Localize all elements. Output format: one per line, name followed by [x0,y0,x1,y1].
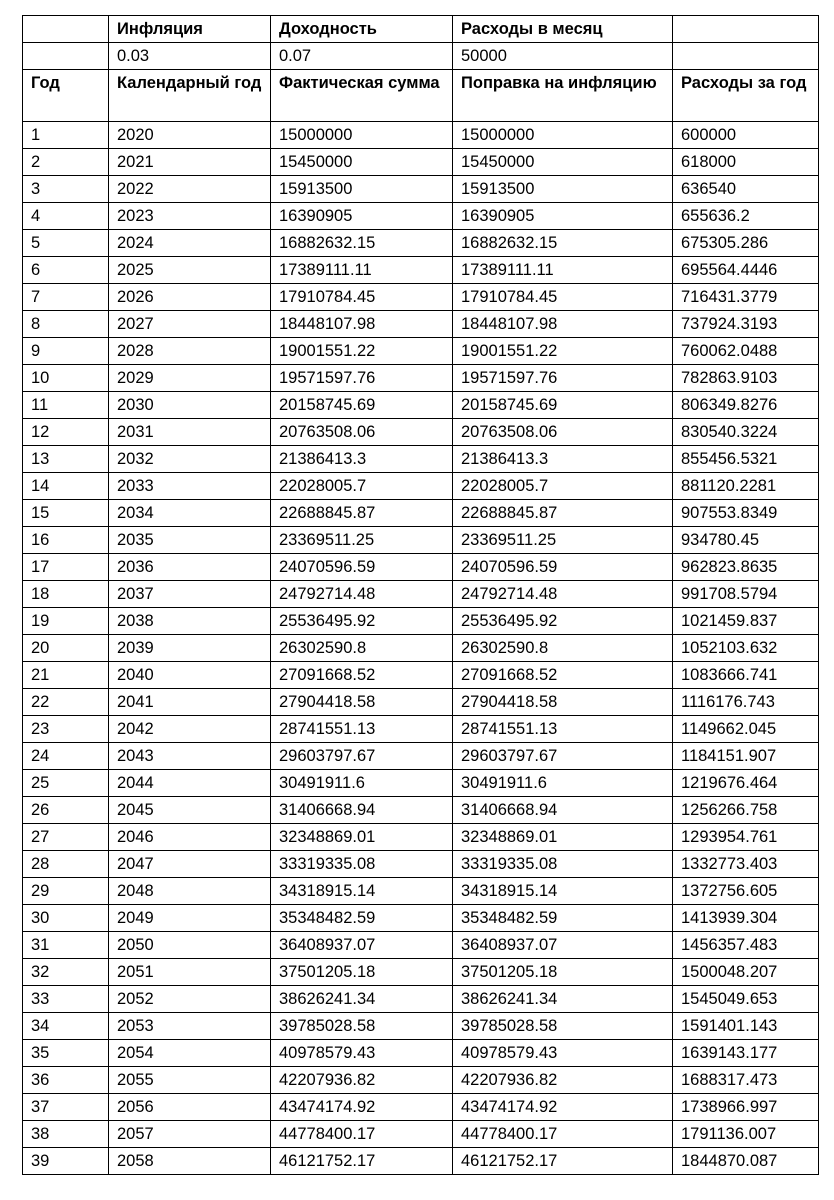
table-row [23,1013,819,1040]
calendar-year-cell: 2045 [109,797,271,824]
inflation-adjusted-cell: 22688845.87 [453,500,673,527]
calendar-year-cell: 2054 [109,1040,271,1067]
calendar-year-cell: 2051 [109,959,271,986]
actual-sum-cell: 29603797.67 [271,743,453,770]
year-cell: 15 [23,500,109,527]
inflation-adjusted-cell: 43474174.92 [453,1094,673,1121]
calendar-year-cell: 2055 [109,1067,271,1094]
header-actual-sum: Фактическая сумма [271,70,453,122]
header-annual-expenses: Расходы за год [673,70,819,122]
inflation-adjusted-cell: 20158745.69 [453,392,673,419]
inflation-adjusted-cell: 15000000 [453,122,673,149]
inflation-adjusted-cell: 19571597.76 [453,365,673,392]
table-row [23,230,819,257]
table-row [23,149,819,176]
actual-sum-cell: 27904418.58 [271,689,453,716]
calendar-year-cell: 2048 [109,878,271,905]
table-row [23,851,819,878]
table-row [23,662,819,689]
year-cell: 31 [23,932,109,959]
column-header-row [23,70,819,122]
annual-expenses-cell: 1184151.907 [673,743,819,770]
table-row [23,365,819,392]
year-cell: 34 [23,1013,109,1040]
calendar-year-cell: 2043 [109,743,271,770]
year-cell: 21 [23,662,109,689]
actual-sum-cell: 43474174.92 [271,1094,453,1121]
year-cell: 1 [23,122,109,149]
header-year: Год [23,70,109,122]
annual-expenses-cell: 1052103.632 [673,635,819,662]
table-row [23,959,819,986]
year-cell: 12 [23,419,109,446]
actual-sum-cell: 37501205.18 [271,959,453,986]
table-row [23,1067,819,1094]
annual-expenses-cell: 1149662.045 [673,716,819,743]
inflation-adjusted-cell: 29603797.67 [453,743,673,770]
table-row [23,1148,819,1175]
table-row [23,986,819,1013]
table-row [23,770,819,797]
calendar-year-cell: 2053 [109,1013,271,1040]
empty-cell [673,43,819,70]
table-row [23,311,819,338]
calendar-year-cell: 2035 [109,527,271,554]
annual-expenses-cell: 1738966.997 [673,1094,819,1121]
inflation-adjusted-cell: 27091668.52 [453,662,673,689]
annual-expenses-cell: 1413939.304 [673,905,819,932]
yield-value: 0.07 [271,43,453,70]
table-row [23,419,819,446]
table-row [23,878,819,905]
table-row [23,446,819,473]
table-row [23,122,819,149]
actual-sum-cell: 28741551.13 [271,716,453,743]
monthly-expenses-value: 50000 [453,43,673,70]
calendar-year-cell: 2024 [109,230,271,257]
actual-sum-cell: 25536495.92 [271,608,453,635]
year-cell: 37 [23,1094,109,1121]
year-cell: 2 [23,149,109,176]
annual-expenses-cell: 1083666.741 [673,662,819,689]
year-cell: 35 [23,1040,109,1067]
table-row [23,1121,819,1148]
yield-label: Доходность [271,16,453,43]
inflation-adjusted-cell: 19001551.22 [453,338,673,365]
annual-expenses-cell: 1116176.743 [673,689,819,716]
table-row [23,527,819,554]
calendar-year-cell: 2020 [109,122,271,149]
year-cell: 32 [23,959,109,986]
table-row [23,203,819,230]
year-cell: 4 [23,203,109,230]
annual-expenses-cell: 600000 [673,122,819,149]
params-value-row [23,43,819,70]
calendar-year-cell: 2033 [109,473,271,500]
annual-expenses-cell: 1256266.758 [673,797,819,824]
calendar-year-cell: 2036 [109,554,271,581]
calendar-year-cell: 2058 [109,1148,271,1175]
actual-sum-cell: 36408937.07 [271,932,453,959]
actual-sum-cell: 20763508.06 [271,419,453,446]
year-cell: 18 [23,581,109,608]
year-cell: 13 [23,446,109,473]
actual-sum-cell: 46121752.17 [271,1148,453,1175]
inflation-adjusted-cell: 39785028.58 [453,1013,673,1040]
table-body [23,16,819,1175]
inflation-adjusted-cell: 34318915.14 [453,878,673,905]
actual-sum-cell: 33319335.08 [271,851,453,878]
year-cell: 16 [23,527,109,554]
year-cell: 28 [23,851,109,878]
actual-sum-cell: 44778400.17 [271,1121,453,1148]
year-cell: 23 [23,716,109,743]
actual-sum-cell: 19571597.76 [271,365,453,392]
year-cell: 11 [23,392,109,419]
year-cell: 8 [23,311,109,338]
retirement-table [22,15,819,1175]
annual-expenses-cell: 907553.8349 [673,500,819,527]
inflation-adjusted-cell: 37501205.18 [453,959,673,986]
calendar-year-cell: 2046 [109,824,271,851]
annual-expenses-cell: 1591401.143 [673,1013,819,1040]
annual-expenses-cell: 1791136.007 [673,1121,819,1148]
actual-sum-cell: 16882632.15 [271,230,453,257]
table-row [23,824,819,851]
table-row [23,392,819,419]
inflation-adjusted-cell: 25536495.92 [453,608,673,635]
annual-expenses-cell: 806349.8276 [673,392,819,419]
inflation-adjusted-cell: 16882632.15 [453,230,673,257]
actual-sum-cell: 15450000 [271,149,453,176]
inflation-adjusted-cell: 18448107.98 [453,311,673,338]
calendar-year-cell: 2034 [109,500,271,527]
calendar-year-cell: 2027 [109,311,271,338]
annual-expenses-cell: 716431.3779 [673,284,819,311]
annual-expenses-cell: 1372756.605 [673,878,819,905]
actual-sum-cell: 18448107.98 [271,311,453,338]
calendar-year-cell: 2047 [109,851,271,878]
annual-expenses-cell: 962823.8635 [673,554,819,581]
year-cell: 29 [23,878,109,905]
table-row [23,743,819,770]
calendar-year-cell: 2037 [109,581,271,608]
inflation-adjusted-cell: 23369511.25 [453,527,673,554]
year-cell: 10 [23,365,109,392]
inflation-adjusted-cell: 46121752.17 [453,1148,673,1175]
actual-sum-cell: 27091668.52 [271,662,453,689]
calendar-year-cell: 2044 [109,770,271,797]
actual-sum-cell: 15000000 [271,122,453,149]
actual-sum-cell: 24070596.59 [271,554,453,581]
inflation-adjusted-cell: 24792714.48 [453,581,673,608]
actual-sum-cell: 35348482.59 [271,905,453,932]
table-row [23,257,819,284]
params-label-row [23,16,819,43]
monthly-expenses-label: Расходы в месяц [453,16,673,43]
inflation-adjusted-cell: 35348482.59 [453,905,673,932]
calendar-year-cell: 2023 [109,203,271,230]
inflation-adjusted-cell: 28741551.13 [453,716,673,743]
year-cell: 36 [23,1067,109,1094]
actual-sum-cell: 22028005.7 [271,473,453,500]
calendar-year-cell: 2022 [109,176,271,203]
inflation-adjusted-cell: 24070596.59 [453,554,673,581]
table-row [23,1094,819,1121]
year-cell: 26 [23,797,109,824]
annual-expenses-cell: 1639143.177 [673,1040,819,1067]
inflation-adjusted-cell: 21386413.3 [453,446,673,473]
inflation-adjusted-cell: 15913500 [453,176,673,203]
header-inflation-adjustment: Поправка на инфляцию [453,70,673,122]
inflation-adjusted-cell: 17389111.11 [453,257,673,284]
year-cell: 30 [23,905,109,932]
annual-expenses-cell: 855456.5321 [673,446,819,473]
inflation-adjusted-cell: 17910784.45 [453,284,673,311]
calendar-year-cell: 2038 [109,608,271,635]
inflation-adjusted-cell: 20763508.06 [453,419,673,446]
inflation-adjusted-cell: 36408937.07 [453,932,673,959]
calendar-year-cell: 2057 [109,1121,271,1148]
annual-expenses-cell: 1456357.483 [673,932,819,959]
year-cell: 33 [23,986,109,1013]
annual-expenses-cell: 934780.45 [673,527,819,554]
calendar-year-cell: 2021 [109,149,271,176]
actual-sum-cell: 15913500 [271,176,453,203]
annual-expenses-cell: 636540 [673,176,819,203]
table-row [23,797,819,824]
actual-sum-cell: 22688845.87 [271,500,453,527]
inflation-adjusted-cell: 30491911.6 [453,770,673,797]
annual-expenses-cell: 675305.286 [673,230,819,257]
actual-sum-cell: 31406668.94 [271,797,453,824]
calendar-year-cell: 2056 [109,1094,271,1121]
inflation-adjusted-cell: 26302590.8 [453,635,673,662]
inflation-adjusted-cell: 38626241.34 [453,986,673,1013]
calendar-year-cell: 2031 [109,419,271,446]
annual-expenses-cell: 618000 [673,149,819,176]
table-row [23,500,819,527]
annual-expenses-cell: 1545049.653 [673,986,819,1013]
table-row [23,581,819,608]
year-cell: 3 [23,176,109,203]
calendar-year-cell: 2052 [109,986,271,1013]
actual-sum-cell: 17910784.45 [271,284,453,311]
calendar-year-cell: 2042 [109,716,271,743]
calendar-year-cell: 2049 [109,905,271,932]
actual-sum-cell: 30491911.6 [271,770,453,797]
actual-sum-cell: 26302590.8 [271,635,453,662]
calendar-year-cell: 2030 [109,392,271,419]
actual-sum-cell: 17389111.11 [271,257,453,284]
annual-expenses-cell: 1021459.837 [673,608,819,635]
table-row [23,338,819,365]
calendar-year-cell: 2028 [109,338,271,365]
inflation-adjusted-cell: 33319335.08 [453,851,673,878]
year-cell: 22 [23,689,109,716]
actual-sum-cell: 23369511.25 [271,527,453,554]
year-cell: 38 [23,1121,109,1148]
table-row [23,608,819,635]
inflation-adjusted-cell: 15450000 [453,149,673,176]
inflation-adjusted-cell: 32348869.01 [453,824,673,851]
year-cell: 39 [23,1148,109,1175]
year-cell: 9 [23,338,109,365]
actual-sum-cell: 38626241.34 [271,986,453,1013]
annual-expenses-cell: 1332773.403 [673,851,819,878]
annual-expenses-cell: 991708.5794 [673,581,819,608]
header-calendar-year: Календарный год [109,70,271,122]
actual-sum-cell: 24792714.48 [271,581,453,608]
actual-sum-cell: 19001551.22 [271,338,453,365]
calendar-year-cell: 2041 [109,689,271,716]
calendar-year-cell: 2040 [109,662,271,689]
year-cell: 5 [23,230,109,257]
table-row [23,689,819,716]
calendar-year-cell: 2025 [109,257,271,284]
annual-expenses-cell: 1219676.464 [673,770,819,797]
inflation-adjusted-cell: 44778400.17 [453,1121,673,1148]
annual-expenses-cell: 655636.2 [673,203,819,230]
inflation-value: 0.03 [109,43,271,70]
annual-expenses-cell: 830540.3224 [673,419,819,446]
inflation-adjusted-cell: 27904418.58 [453,689,673,716]
inflation-adjusted-cell: 40978579.43 [453,1040,673,1067]
actual-sum-cell: 40978579.43 [271,1040,453,1067]
calendar-year-cell: 2032 [109,446,271,473]
table-row [23,905,819,932]
calendar-year-cell: 2050 [109,932,271,959]
actual-sum-cell: 21386413.3 [271,446,453,473]
table-row [23,635,819,662]
year-cell: 24 [23,743,109,770]
inflation-adjusted-cell: 42207936.82 [453,1067,673,1094]
table-row [23,284,819,311]
annual-expenses-cell: 782863.9103 [673,365,819,392]
actual-sum-cell: 20158745.69 [271,392,453,419]
annual-expenses-cell: 737924.3193 [673,311,819,338]
actual-sum-cell: 32348869.01 [271,824,453,851]
calendar-year-cell: 2026 [109,284,271,311]
calendar-year-cell: 2039 [109,635,271,662]
table-row [23,932,819,959]
table-row [23,176,819,203]
inflation-label: Инфляция [109,16,271,43]
year-cell: 19 [23,608,109,635]
inflation-adjusted-cell: 31406668.94 [453,797,673,824]
table-row [23,716,819,743]
actual-sum-cell: 42207936.82 [271,1067,453,1094]
annual-expenses-cell: 695564.4446 [673,257,819,284]
inflation-adjusted-cell: 22028005.7 [453,473,673,500]
year-cell: 27 [23,824,109,851]
calendar-year-cell: 2029 [109,365,271,392]
year-cell: 25 [23,770,109,797]
annual-expenses-cell: 1500048.207 [673,959,819,986]
table-row [23,473,819,500]
empty-cell [23,43,109,70]
annual-expenses-cell: 1688317.473 [673,1067,819,1094]
empty-cell [673,16,819,43]
year-cell: 17 [23,554,109,581]
inflation-adjusted-cell: 16390905 [453,203,673,230]
actual-sum-cell: 34318915.14 [271,878,453,905]
actual-sum-cell: 39785028.58 [271,1013,453,1040]
annual-expenses-cell: 881120.2281 [673,473,819,500]
year-cell: 7 [23,284,109,311]
table-row [23,554,819,581]
annual-expenses-cell: 760062.0488 [673,338,819,365]
year-cell: 20 [23,635,109,662]
actual-sum-cell: 16390905 [271,203,453,230]
annual-expenses-cell: 1844870.087 [673,1148,819,1175]
empty-cell [23,16,109,43]
annual-expenses-cell: 1293954.761 [673,824,819,851]
table-row [23,1040,819,1067]
year-cell: 6 [23,257,109,284]
year-cell: 14 [23,473,109,500]
